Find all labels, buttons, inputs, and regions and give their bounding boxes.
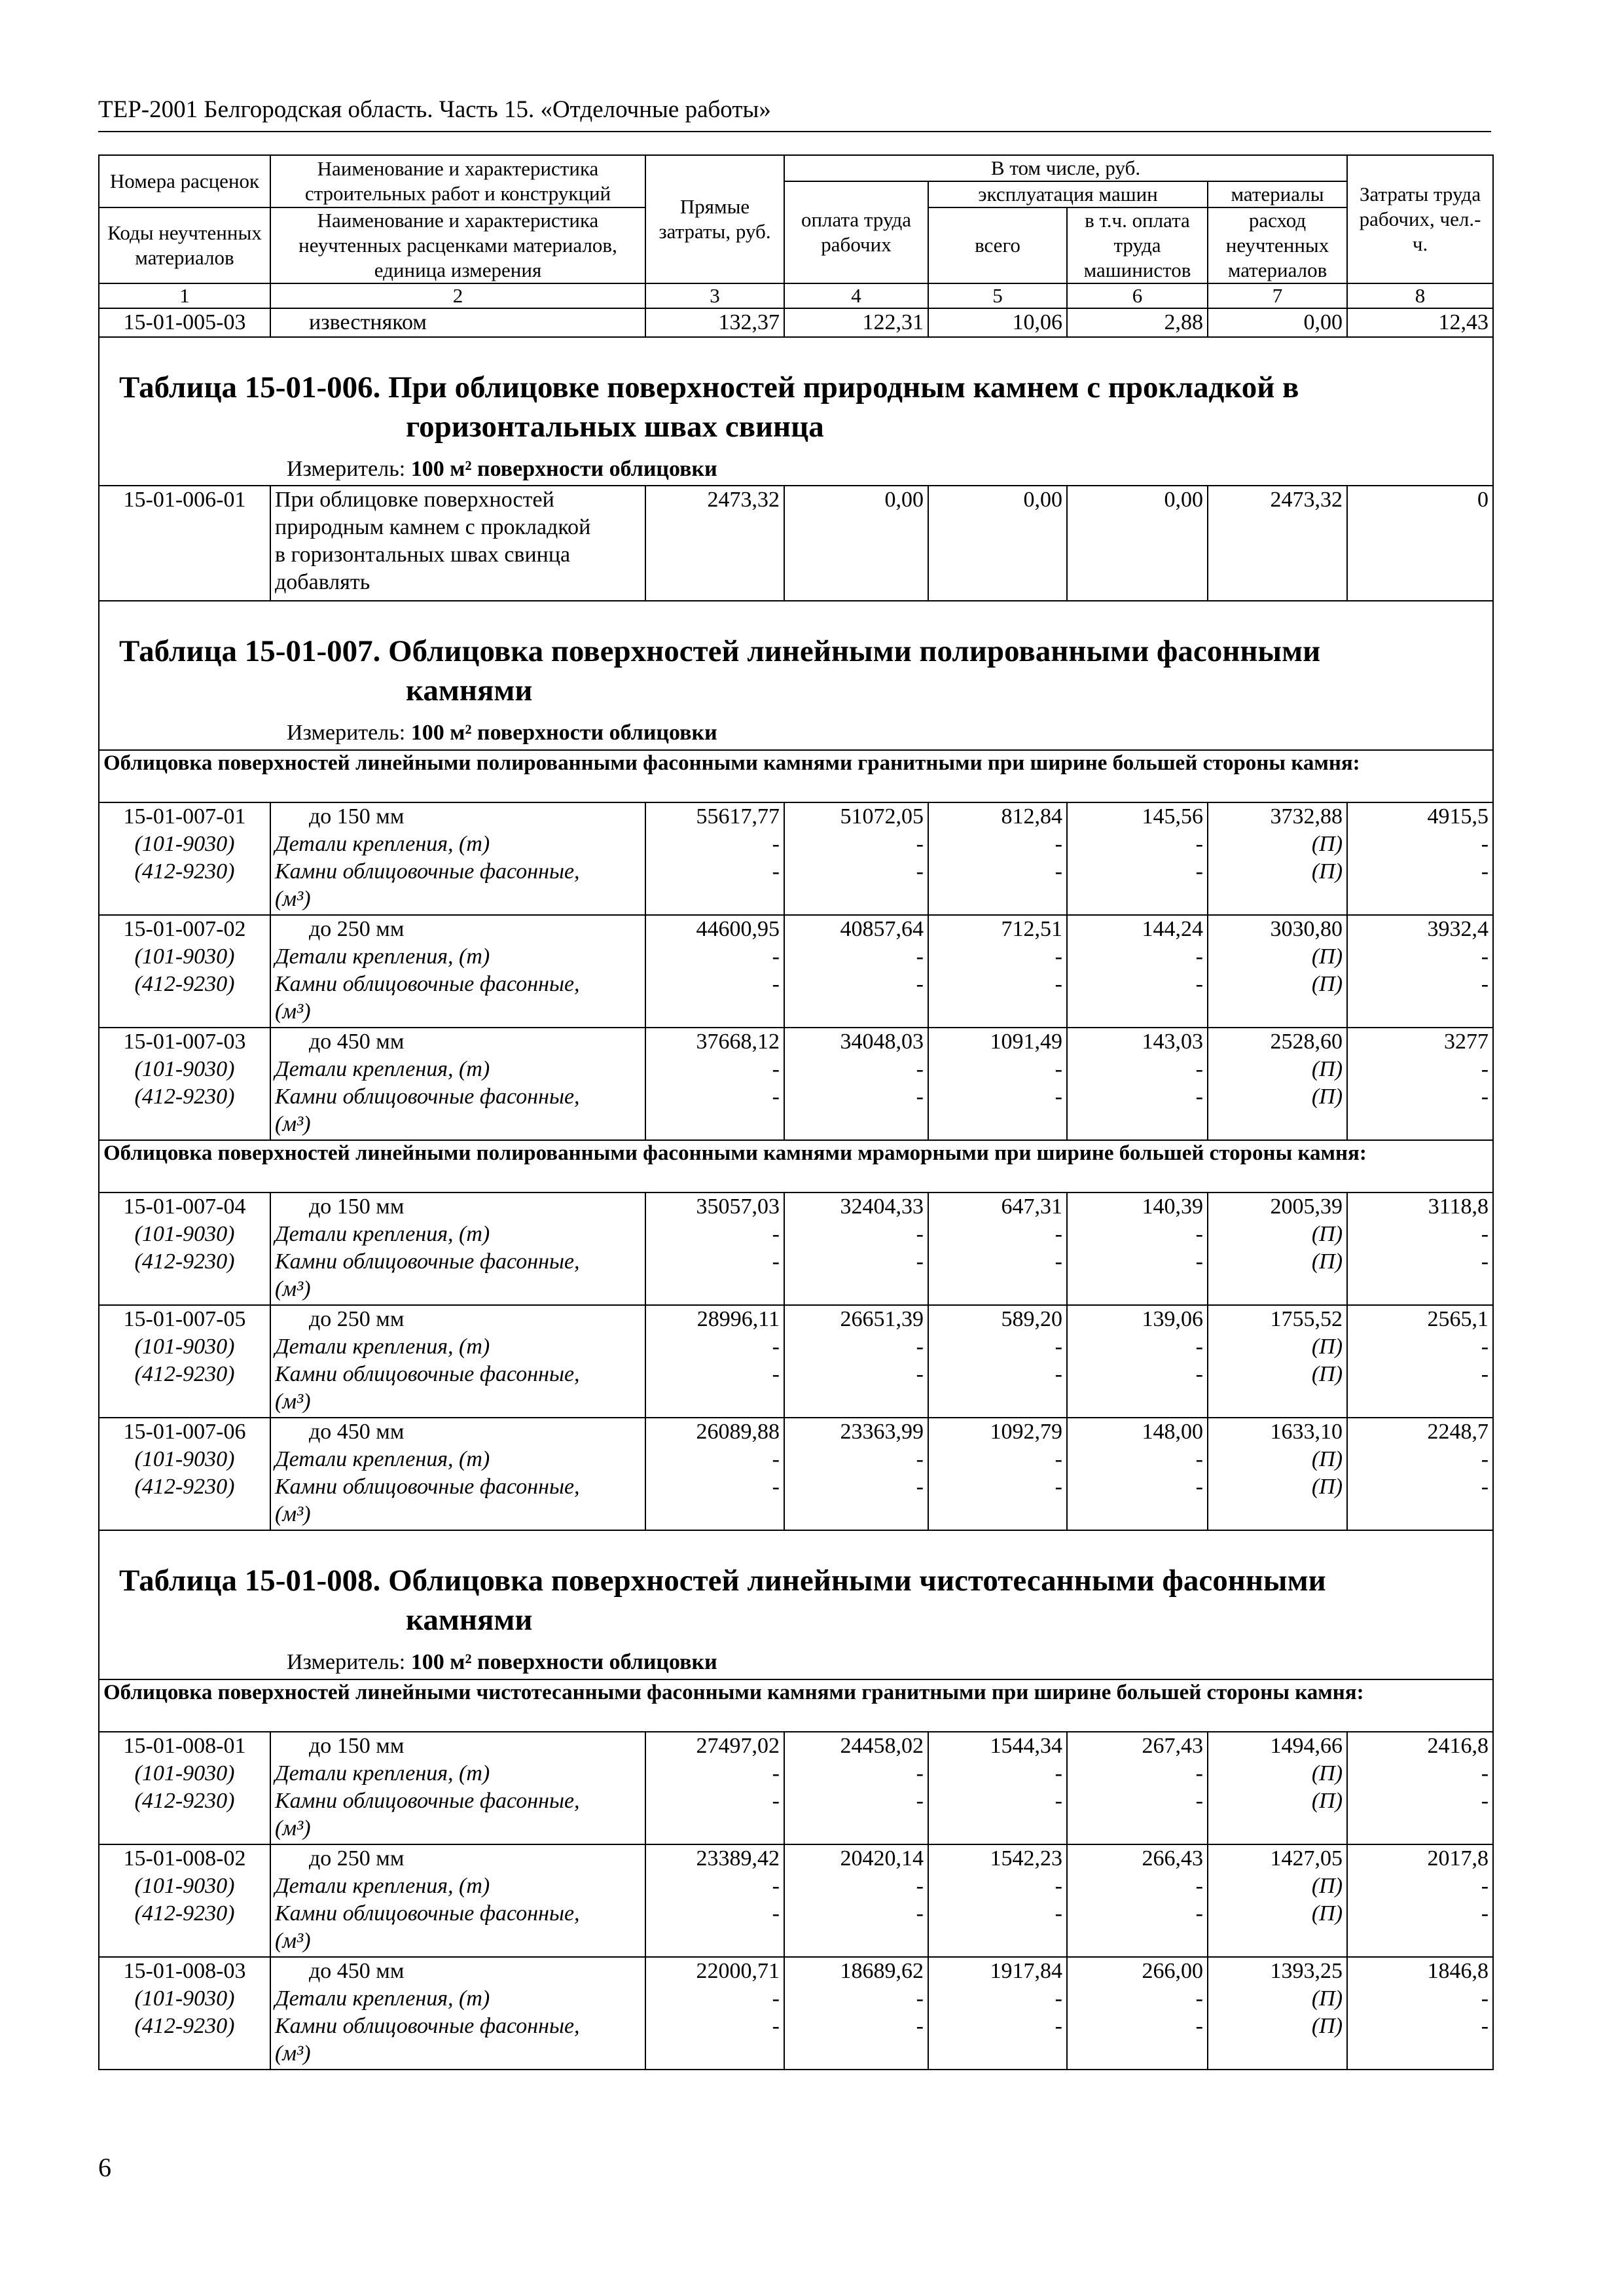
measure-line: Измеритель: 100 м² поверхности облицовки <box>287 1650 717 1674</box>
measure-line: Измеритель: 100 м² поверхности облицовки <box>287 721 717 745</box>
t007-granite-rows <box>99 802 1493 1140</box>
materials-cost: 1755,52 (П) (П) <box>1208 1305 1347 1418</box>
table-006-title-row <box>99 337 1493 486</box>
direct-costs: 27497,02 - - <box>645 1732 784 1844</box>
col-machines-header: эксплуатация машин <box>928 181 1208 207</box>
section-heading: Облицовка поверхностей линейными полированными фасонными камнями мраморными при ширине большей стороны камня: <box>99 1140 1493 1193</box>
material-name: Детали крепления, (т) <box>275 1761 490 1785</box>
material-name: Камни облицовочные фасонные, <box>275 1085 580 1109</box>
direct-costs: 55617,77 - - <box>645 802 784 915</box>
material-code: (101-9030) <box>134 1057 235 1081</box>
material-code: (101-9030) <box>134 1335 235 1359</box>
labor-hours: 3932,4 - - <box>1347 915 1493 1028</box>
operators-pay: 148,00 - - <box>1067 1418 1208 1530</box>
work-name: до 150 мм Детали крепления, (т) Камни облицовочные фасонные, (м³) <box>270 1732 645 1844</box>
material-code: (412-9230) <box>134 1362 235 1386</box>
material-name: Детали крепления, (т) <box>275 1874 490 1898</box>
machines-total: 1542,23 - - <box>928 1844 1067 1957</box>
work-name: до 250 мм Детали крепления, (т) Камни облицовочные фасонные, (м³) <box>270 915 645 1028</box>
measure-line: Измеритель: 100 м² поверхности облицовки <box>287 457 717 481</box>
material-name: Детали крепления, (т) <box>275 832 490 856</box>
t008-granite-rows <box>99 1732 1493 2070</box>
labor-pay: 24458,02 - - <box>784 1732 928 1844</box>
work-name: до 450 мм Детали крепления, (т) Камни облицовочные фасонные, (м³) <box>270 1028 645 1140</box>
material-name: Детали крепления, (т) <box>275 1222 490 1246</box>
direct-costs: 28996,11 - - <box>645 1305 784 1418</box>
table-row <box>99 1193 1493 1305</box>
col-group-header: В том числе, руб. <box>784 155 1347 181</box>
materials-cost: 1494,66 (П) (П) <box>1208 1732 1347 1844</box>
work-name: до 250 мм Детали крепления, (т) Камни облицовочные фасонные, (м³) <box>270 1844 645 1957</box>
machines-total: 647,31 - - <box>928 1193 1067 1305</box>
work-name: до 150 мм Детали крепления, (т) Камни облицовочные фасонные, (м³) <box>270 1193 645 1305</box>
col-number: 4 <box>784 283 928 308</box>
machines-total: 0,00 <box>928 486 1067 601</box>
work-name: до 450 мм Детали крепления, (т) Камни облицовочные фасонные, (м³) <box>270 1418 645 1530</box>
col-number: 6 <box>1067 283 1208 308</box>
labor-pay: 34048,03 - - <box>784 1028 928 1140</box>
material-name: Камни облицовочные фасонные, <box>275 2014 580 2038</box>
rate-code: 15-01-008-02 (101-9030) (412-9230) <box>99 1844 270 1957</box>
material-code: (101-9030) <box>134 832 235 856</box>
direct-costs: 22000,71 - - <box>645 1957 784 2070</box>
material-name: Камни облицовочные фасонные, <box>275 1475 580 1499</box>
labor-hours: 0 <box>1347 486 1493 601</box>
header-rule <box>98 131 1491 132</box>
labor-pay: 20420,14 - - <box>784 1844 928 1957</box>
material-code: (412-9230) <box>134 1475 235 1499</box>
labor-hours: 3118,8 - - <box>1347 1193 1493 1305</box>
direct-costs: 35057,03 - - <box>645 1193 784 1305</box>
col-material-use-header: расход неучтенных материалов <box>1208 207 1347 283</box>
table-007-title-row <box>99 601 1493 750</box>
materials-cost: 2005,39 (П) (П) <box>1208 1193 1347 1305</box>
labor-hours: 1846,8 - - <box>1347 1957 1493 2070</box>
machines-total: 1092,79 - - <box>928 1418 1067 1530</box>
work-name: до 150 мм Детали крепления, (т) Камни облицовочные фасонные, (м³) <box>270 802 645 915</box>
material-name: Детали крепления, (т) <box>275 1335 490 1359</box>
table-row <box>99 915 1493 1028</box>
material-code: (412-9230) <box>134 1249 235 1274</box>
material-name: Детали крепления, (т) <box>275 1447 490 1471</box>
operators-pay: 145,56 - - <box>1067 802 1208 915</box>
col-material-names-header: Наименование и характеристика неучтенных расценками материалов, единица измерения <box>270 207 645 283</box>
t007-marble-rows <box>99 1193 1493 1530</box>
labor-pay: 40857,64 - - <box>784 915 928 1028</box>
col-number: 5 <box>928 283 1067 308</box>
operators-pay: 139,06 - - <box>1067 1305 1208 1418</box>
material-code: (101-9030) <box>134 1874 235 1898</box>
price-table <box>98 154 1494 2070</box>
operators-pay: 266,43 - - <box>1067 1844 1208 1957</box>
direct-costs: 26089,88 - - <box>645 1418 784 1530</box>
column-numbers-row <box>99 283 1493 308</box>
table-008-title: Таблица 15-01-008. Облицовка поверхностей линейными чистотесанными фасонными камнями <box>119 1564 1326 1637</box>
labor-hours: 4915,5 - - <box>1347 802 1493 915</box>
labor-hours: 2017,8 - - <box>1347 1844 1493 1957</box>
material-unit: (м³) <box>275 1112 311 1136</box>
machines-total: 712,51 - - <box>928 915 1067 1028</box>
machines-total: 589,20 - - <box>928 1305 1067 1418</box>
col-operators-pay-header: в т.ч. оплата труда машинистов <box>1067 207 1208 283</box>
material-code: (101-9030) <box>134 1447 235 1471</box>
col-number: 1 <box>99 283 270 308</box>
machines-total: 1917,84 - - <box>928 1957 1067 2070</box>
col-number: 7 <box>1208 283 1347 308</box>
machines-total: 1091,49 - - <box>928 1028 1067 1140</box>
work-name: до 450 мм Детали крепления, (т) Камни облицовочные фасонные, (м³) <box>270 1957 645 2070</box>
materials-cost: 3030,80 (П) (П) <box>1208 915 1347 1028</box>
material-unit: (м³) <box>275 1277 311 1301</box>
material-unit: (м³) <box>275 1502 311 1526</box>
rate-code: 15-01-007-05 (101-9030) (412-9230) <box>99 1305 270 1418</box>
material-code: (101-9030) <box>134 1222 235 1246</box>
direct-costs: 2473,32 <box>645 486 784 601</box>
rate-code: 15-01-007-02 (101-9030) (412-9230) <box>99 915 270 1028</box>
col-labor-hours-header: Затраты труда рабочих, чел.-ч. <box>1347 155 1493 283</box>
material-unit: (м³) <box>275 887 311 911</box>
materials-cost: 2473,32 <box>1208 486 1347 601</box>
materials-cost: 0,00 <box>1208 308 1347 337</box>
rate-code: 15-01-007-04 (101-9030) (412-9230) <box>99 1193 270 1305</box>
labor-pay: 23363,99 - - <box>784 1418 928 1530</box>
material-name: Детали крепления, (т) <box>275 944 490 969</box>
table-row <box>99 1028 1493 1140</box>
table-row <box>99 802 1493 915</box>
table-008-title-row <box>99 1530 1493 1679</box>
work-name: до 250 мм Детали крепления, (т) Камни облицовочные фасонные, (м³) <box>270 1305 645 1418</box>
material-code: (412-9230) <box>134 1085 235 1109</box>
labor-pay: 0,00 <box>784 486 928 601</box>
material-code: (101-9030) <box>134 944 235 969</box>
material-unit: (м³) <box>275 1816 311 1840</box>
materials-cost: 2528,60 (П) (П) <box>1208 1028 1347 1140</box>
labor-pay: 26651,39 - - <box>784 1305 928 1418</box>
table-007-title: Таблица 15-01-007. Облицовка поверхностей линейными полированными фасонными камнями <box>119 634 1321 708</box>
material-name: Камни облицовочные фасонные, <box>275 972 580 996</box>
material-code: (101-9030) <box>134 1986 235 2011</box>
machines-total: 812,84 - - <box>928 802 1067 915</box>
operators-pay: 2,88 <box>1067 308 1208 337</box>
col-direct-costs-header: Прямые затраты, руб. <box>645 155 784 283</box>
material-code: (412-9230) <box>134 1901 235 1926</box>
col-number: 2 <box>270 283 645 308</box>
material-name: Камни облицовочные фасонные, <box>275 1901 580 1926</box>
rate-code: 15-01-006-01 <box>99 486 270 601</box>
operators-pay: 266,00 - - <box>1067 1957 1208 2070</box>
material-unit: (м³) <box>275 1390 311 1414</box>
material-code: (412-9230) <box>134 972 235 996</box>
material-name: Детали крепления, (т) <box>275 1057 490 1081</box>
materials-cost: 3732,88 (П) (П) <box>1208 802 1347 915</box>
material-name: Камни облицовочные фасонные, <box>275 1362 580 1386</box>
col-machines-total-header: всего <box>928 207 1067 283</box>
material-code: (412-9230) <box>134 1789 235 1813</box>
material-name: Камни облицовочные фасонные, <box>275 859 580 884</box>
page-number: 6 <box>98 2153 111 2182</box>
rate-code: 15-01-008-01 (101-9030) (412-9230) <box>99 1732 270 1844</box>
material-unit: (м³) <box>275 2041 311 2066</box>
col-material-codes-header: Коды неучтенных материалов <box>99 207 270 283</box>
section-heading: Облицовка поверхностей линейными полированными фасонными камнями гранитными при ширине большей стороны камня: <box>99 750 1493 802</box>
rate-code: 15-01-005-03 <box>99 308 270 337</box>
rate-code: 15-01-008-03 (101-9030) (412-9230) <box>99 1957 270 2070</box>
labor-pay: 122,31 <box>784 308 928 337</box>
material-code: (412-9230) <box>134 859 235 884</box>
direct-costs: 132,37 <box>645 308 784 337</box>
section-heading: Облицовка поверхностей линейными чистотесанными фасонными камнями гранитными при ширине большей стороны камня: <box>99 1679 1493 1732</box>
machines-total: 10,06 <box>928 308 1067 337</box>
materials-cost: 1633,10 (П) (П) <box>1208 1418 1347 1530</box>
table-row <box>99 1418 1493 1530</box>
material-name: Камни облицовочные фасонные, <box>275 1789 580 1813</box>
rate-code: 15-01-007-01 (101-9030) (412-9230) <box>99 802 270 915</box>
table-row <box>99 1305 1493 1418</box>
col-number: 3 <box>645 283 784 308</box>
col-number: 8 <box>1347 283 1493 308</box>
work-name: При облицовке поверхностей природным камнем с прокладкой в горизонтальных швах свинца добавлять <box>270 486 645 601</box>
table-006-title: Таблица 15-01-006. При облицовке поверхностей природным камнем с прокладкой в горизонтальных швах свинца <box>119 370 1299 444</box>
operators-pay: 140,39 - - <box>1067 1193 1208 1305</box>
table-row <box>99 1732 1493 1844</box>
materials-cost: 1427,05 (П) (П) <box>1208 1844 1347 1957</box>
table-row <box>99 486 1493 601</box>
labor-hours: 2565,1 - - <box>1347 1305 1493 1418</box>
labor-hours: 2248,7 - - <box>1347 1418 1493 1530</box>
operators-pay: 267,43 - - <box>1067 1732 1208 1844</box>
material-name: Камни облицовочные фасонные, <box>275 1249 580 1274</box>
materials-cost: 1393,25 (П) (П) <box>1208 1957 1347 2070</box>
material-unit: (м³) <box>275 1929 311 1953</box>
rate-code: 15-01-007-03 (101-9030) (412-9230) <box>99 1028 270 1140</box>
col-labor-pay-header: оплата труда рабочих <box>784 181 928 283</box>
labor-hours: 2416,8 - - <box>1347 1732 1493 1844</box>
table-row <box>99 308 1493 337</box>
material-code: (412-9230) <box>134 2014 235 2038</box>
direct-costs: 23389,42 - - <box>645 1844 784 1957</box>
machines-total: 1544,34 - - <box>928 1732 1067 1844</box>
material-unit: (м³) <box>275 999 311 1024</box>
rate-code: 15-01-007-06 (101-9030) (412-9230) <box>99 1418 270 1530</box>
col-rate-numbers-header: Номера расценок <box>99 155 270 207</box>
running-header: ТЕР-2001 Белгородская область. Часть 15. «Отделочные работы» <box>98 96 771 123</box>
labor-pay: 51072,05 - - <box>784 802 928 915</box>
direct-costs: 37668,12 - - <box>645 1028 784 1140</box>
labor-pay: 18689,62 - - <box>784 1957 928 2070</box>
work-name: известняком <box>270 308 645 337</box>
table-row <box>99 1844 1493 1957</box>
direct-costs: 44600,95 - - <box>645 915 784 1028</box>
material-name: Детали крепления, (т) <box>275 1986 490 2011</box>
operators-pay: 144,24 - - <box>1067 915 1208 1028</box>
material-code: (101-9030) <box>134 1761 235 1785</box>
labor-hours: 3277 - - <box>1347 1028 1493 1140</box>
col-materials-header: материалы <box>1208 181 1347 207</box>
labor-pay: 32404,33 - - <box>784 1193 928 1305</box>
col-work-name-header: Наименование и характеристика строительных работ и конструкций <box>270 155 645 207</box>
table-row <box>99 1957 1493 2070</box>
labor-hours: 12,43 <box>1347 308 1493 337</box>
operators-pay: 0,00 <box>1067 486 1208 601</box>
operators-pay: 143,03 - - <box>1067 1028 1208 1140</box>
